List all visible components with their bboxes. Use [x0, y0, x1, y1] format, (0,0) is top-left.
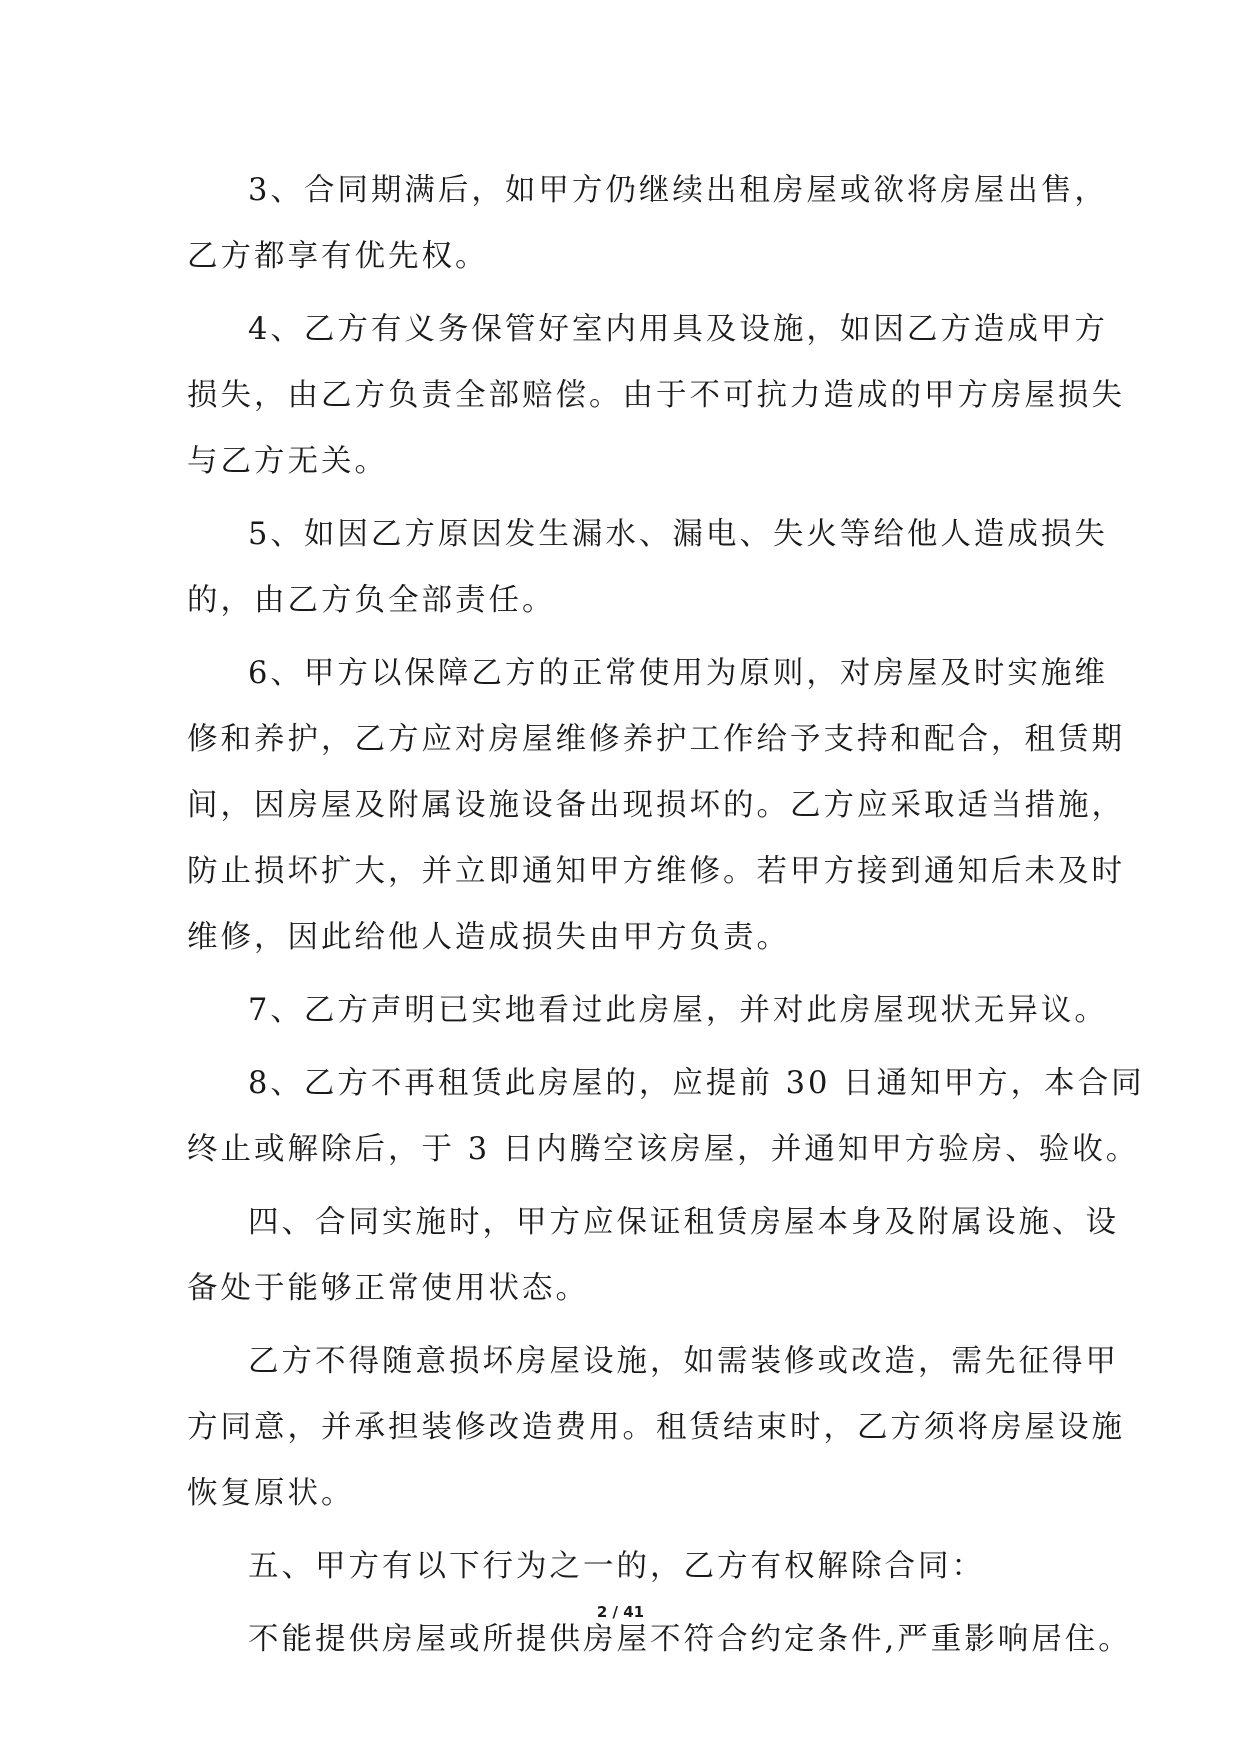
- text-line: 7、乙方声明已实地看过此房屋，并对此房屋现状无异议。: [248, 993, 1108, 1028]
- paragraph-section-4: [187, 1190, 1119, 1322]
- text-line: 间，因房屋及附属设施设备出现损坏的。乙方应采取适当措施，: [187, 788, 1125, 823]
- text-line: 乙方都享有优先权。: [187, 239, 489, 274]
- paragraph-section-5: [187, 1534, 1067, 1600]
- paragraph-clause-7: [187, 978, 1108, 1044]
- text-line: 与乙方无关。: [187, 444, 388, 479]
- text-line: 的，由乙方负全部责任。: [187, 583, 556, 618]
- paragraph-renovation: [187, 1329, 1125, 1527]
- paragraph-clause-6: [187, 641, 1125, 971]
- text-line: 维修，因此给他人造成损失由甲方负责。: [187, 920, 790, 955]
- text-line: 3、合同期满后，如甲方仍继续出租房屋或欲将房屋出售，: [248, 173, 1108, 208]
- text-line: 4、乙方有义务保管好室内用具及设施，如因乙方造成甲方: [248, 312, 1108, 347]
- document-body: [187, 158, 1145, 1673]
- text-line: 恢复原状。: [187, 1476, 355, 1511]
- text-line: 备处于能够正常使用状态。: [187, 1271, 589, 1306]
- paragraph-clause-8: [187, 1051, 1145, 1183]
- text-line: 乙方不得随意损坏房屋设施，如需装修或改造，需先征得甲: [248, 1344, 1119, 1379]
- text-line: 5、如因乙方原因发生漏水、漏电、失火等给他人造成损失: [248, 517, 1108, 552]
- text-line: 修和养护，乙方应对房屋维修养护工作给予支持和配合，租赁期: [187, 722, 1125, 757]
- paragraph-clause-3: [187, 158, 1108, 290]
- text-line: 方同意，并承担装修改造费用。租赁结束时，乙方须将房屋设施: [187, 1410, 1125, 1445]
- text-line: 损失，由乙方负责全部赔偿。由于不可抗力造成的甲方房屋损失: [187, 378, 1125, 413]
- page-number: 2 / 41: [596, 1603, 645, 1621]
- text-line: 不能提供房屋或所提供房屋不符合约定条件,严重影响居住。: [248, 1622, 1132, 1657]
- text-line: 五、甲方有以下行为之一的，乙方有权解除合同：: [248, 1549, 985, 1584]
- text-line: 6、甲方以保障乙方的正常使用为原则，对房屋及时实施维: [248, 656, 1108, 691]
- text-line: 四、合同实施时，甲方应保证租赁房屋本身及附属设施、设: [248, 1205, 1119, 1240]
- text-line: 防止损坏扩大，并立即通知甲方维修。若甲方接到通知后未及时: [187, 854, 1125, 889]
- paragraph-clause-5: [187, 502, 1108, 634]
- text-line: 8、乙方不再租赁此房屋的，应提前 30 日通知甲方，本合同: [248, 1066, 1145, 1101]
- paragraph-clause-4: [187, 297, 1125, 495]
- text-line: 终止或解除后，于 3 日内腾空该房屋，并通知甲方验房、验收。: [187, 1132, 1140, 1167]
